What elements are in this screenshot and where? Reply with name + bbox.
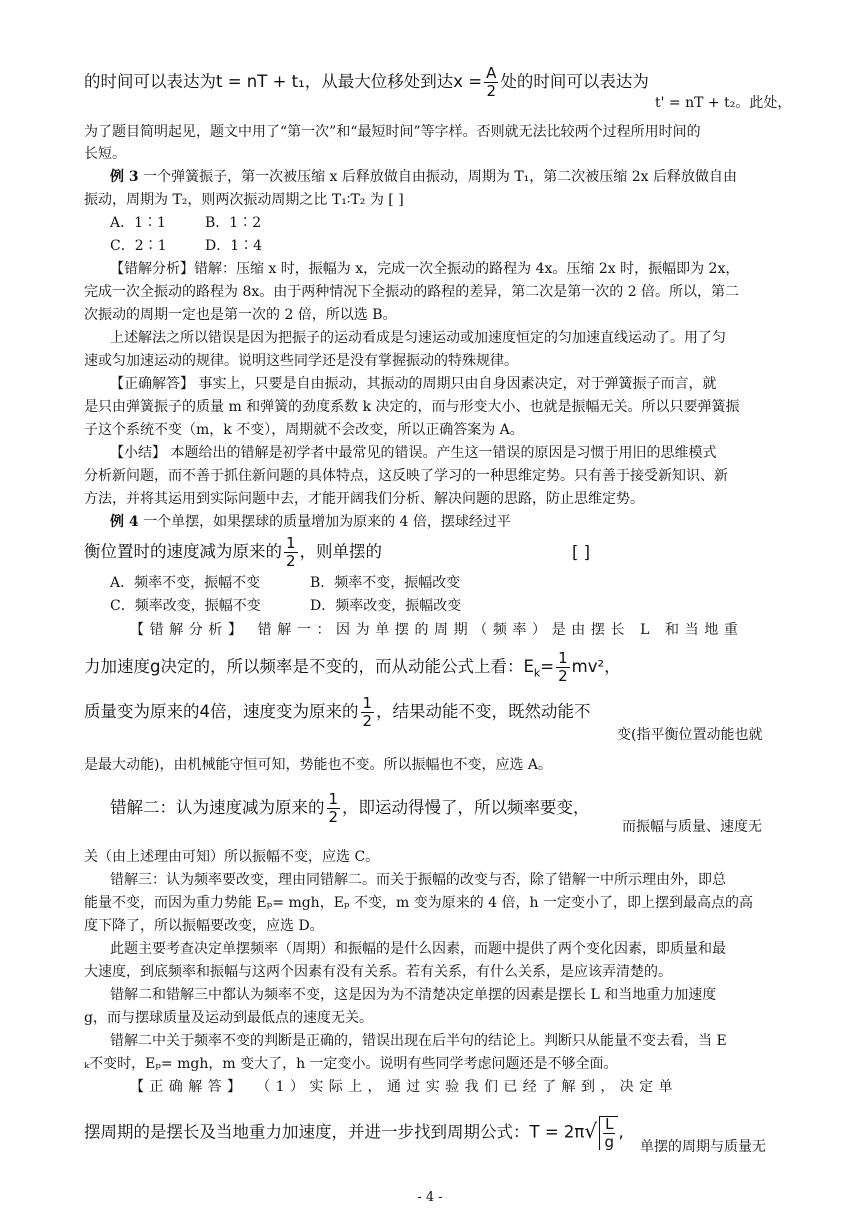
- fraction-denominator: 2: [362, 712, 373, 730]
- text-line: [110, 513, 511, 531]
- fraction-numerator: 1: [362, 694, 373, 712]
- option-c: C．2∶1: [110, 238, 167, 254]
- fraction-denominator: 2: [486, 82, 496, 100]
- text-segment: 摆周期的是摆长及当地重力加速度，并进一步找到周期公式：: [84, 1122, 530, 1142]
- square-root: √ $\frac{L}{g}$: [584, 1116, 618, 1150]
- text-segment: 处的时间可以表达为: [500, 72, 649, 91]
- text-line: 此题主要考查决定单摆频率（周期）和振幅的是什么因素，而题中提供了两个变化因素，即质量和最: [110, 941, 726, 957]
- text-line: 错解三：认为频率要改变，理由同错解二。而关于振幅的改变与否，除了错解一中所示理由外，即总: [110, 872, 726, 888]
- section-label: 【错解分析】: [110, 261, 194, 277]
- page-number: - 4 -: [417, 1190, 443, 1205]
- option-c: C．频率改变，振幅不变: [110, 598, 261, 614]
- example-label: 例 3: [110, 169, 139, 185]
- formula: mv²: [571, 657, 605, 676]
- text-segment: 事实上，只要是自由振动，其振动的周期只由自身因素决定，对于弹簧振子而言，就: [198, 376, 717, 392]
- text-segment: 错解二：认为速度减为原来的: [110, 798, 325, 817]
- text-line: [110, 168, 737, 186]
- text-line: 而振幅与质量、速度无: [622, 819, 762, 835]
- text-line: g，而与摆球质量及运动到最低点的速度无关。: [84, 1010, 373, 1026]
- section-label: 【小结】: [110, 445, 166, 461]
- text-line: 次振动的周期一定也是第一次的 2 倍，所以选 B。: [84, 307, 397, 323]
- text-segment: 本题给出的错解是初学者中最常见的错误。产生这一错误的原因是习惯于用旧的思维模式: [170, 445, 717, 461]
- text-segment: 力加速度g决定的，所以频率是不变的，而从动能公式上看：: [84, 657, 524, 676]
- fraction-denominator: 2: [558, 667, 568, 685]
- text-segment: 错解：压缩 x 时，振幅为 x，完成一次全振动的路程为 4x。压缩 2x 时，振幅即为 2x，: [194, 261, 740, 277]
- text-segment: 一个单摆，如果摆球的质量增加为原来的 4 倍，摆球经过平: [143, 514, 511, 530]
- text-line: 上述解法之所以错误是因为把振子的运动看成是匀速运动或加速度恒定的匀加速直线运动了。用了匀: [110, 330, 726, 346]
- fraction: [556, 651, 570, 684]
- text-line: t' = nT + t₂。此处，: [655, 95, 792, 111]
- text-segment: ，则单摆的: [299, 542, 383, 561]
- fraction-denominator: 2: [286, 552, 296, 570]
- text-line: 是最大动能)，由机械能守恒可知，势能也不变。所以振幅也不变，应选 A。: [84, 757, 553, 773]
- text-segment: ，即运动得慢了，所以频率要变，: [342, 798, 590, 817]
- fraction-numerator: 1: [558, 649, 568, 667]
- fraction: [361, 696, 375, 729]
- formula: =: [540, 657, 555, 676]
- text-line: 能量不变，而因为重力势能 Eₚ= mgh，Eₚ 不变，m 变为原来的 4 倍，h 一定变小了，即上摆到最高点的高: [84, 895, 753, 911]
- text-line: [84, 1116, 624, 1150]
- fraction: [327, 792, 341, 825]
- text-line: 关（由上述理由可知）所以振幅不变，应选 C。: [84, 849, 380, 865]
- text-line: 变(指平衡位置动能也就: [617, 727, 763, 743]
- fraction-numerator: L: [605, 1115, 614, 1133]
- text-line: 子这个系统不变（m，k 不变），周期就不会改变，所以正确答案为 A。: [84, 422, 524, 438]
- fraction-denominator: g: [604, 1133, 615, 1151]
- text-line: [84, 536, 382, 569]
- fraction-numerator: 1: [328, 790, 339, 808]
- text-segment: ，: [604, 657, 621, 676]
- text-line: 长短。: [84, 146, 126, 162]
- text-line: 【正确解答】 （1）实际上，通过实验我们已经了解到，决定单: [130, 1079, 678, 1095]
- text-line: 速或匀加速运动的规律。说明这些同学还是没有掌握振动的特殊规律。: [84, 353, 518, 369]
- option-b: B．频率不变，振幅改变: [310, 575, 461, 591]
- option-d: D．频率改变，振幅改变: [310, 598, 462, 614]
- option-d: D．1∶4: [205, 238, 263, 254]
- text-line: [110, 375, 716, 393]
- text-segment: 一个弹簧振子，第一次被压缩 x 后释放做自由振动，周期为 T₁，第二次被压缩 2x 后释放做自由: [143, 169, 737, 185]
- text-line: [110, 574, 460, 592]
- text-line: [110, 214, 261, 232]
- text-segment: 的时间可以表达为: [84, 72, 216, 91]
- fraction: [484, 66, 498, 99]
- text-line: 大速度，到底频率和振幅与这两个因素有没有关系。若有关系，有什么关系，是应该弄清楚的。: [84, 964, 672, 980]
- text-line: [84, 651, 621, 684]
- fraction-denominator: 2: [328, 808, 339, 826]
- text-line: 错解二和错解三中都认为频率不变，这是因为为不清楚决定单摆的因素是摆长 L 和当地重力加速度: [110, 987, 717, 1003]
- text-line: 振动，周期为 T₂，则两次振动周期之比 T₁∶T₂ 为 [ ]: [84, 192, 404, 208]
- example-label: 例 4: [110, 514, 139, 530]
- answer-bracket: [ ]: [572, 543, 591, 562]
- text-line: [110, 260, 739, 278]
- text-segment: ，从最大位移处到达: [304, 72, 454, 91]
- text-line: [110, 792, 590, 825]
- text-line: [110, 237, 262, 255]
- option-a: A．频率不变，振幅不变: [110, 575, 261, 591]
- option-b: B．1∶2: [205, 215, 262, 231]
- text-segment: ，结果动能不变，既然动能不: [376, 702, 591, 721]
- option-a: A．1∶1: [110, 215, 166, 231]
- fraction: [603, 1117, 615, 1150]
- text-segment: 质量变为原来的4倍，速度变为原来的: [84, 702, 359, 721]
- text-line: [110, 444, 716, 462]
- text-line: 度下降了，所以振幅要改变，应选 D。: [84, 918, 324, 934]
- text-line: 完成一次全振动的路程为 8x。由于两种情况下全振动的路程的差异，第二次是第一次的 2 倍。所以，第二: [84, 284, 740, 300]
- text-line: 【错解分析】 错解一：因为单摆的周期（频率）是由摆长 L 和当地重: [130, 622, 744, 638]
- text-line: [84, 66, 649, 99]
- text-line: 是只由弹簧振子的质量 m 和弹簧的劲度系数 k 决定的，而与形变大小、也就是振幅无关。所以只要弹簧振: [84, 399, 740, 415]
- text-line: 单摆的周期与质量无: [640, 1139, 766, 1155]
- text-line: 分析新问题，而不善于抓住新问题的具体特点，这反映了学习的一种思维定势。只有善于接受新知识、新: [84, 468, 728, 484]
- text-line: ₖ不变时，Eₚ= mgh，m 变大了，h 一定变小。说明有些同学考虑问题还是不够全面。: [84, 1056, 618, 1072]
- section-label: 【正确解答】: [110, 376, 194, 392]
- formula-subscript: k: [533, 666, 541, 680]
- formula: E: [523, 657, 534, 676]
- text-line: 为了题目简明起见，题文中用了“第一次”和“最短时间”等字样。否则就无法比较两个过程所用时间的: [84, 124, 701, 140]
- fraction: [284, 536, 298, 569]
- fraction-numerator: A: [486, 64, 497, 82]
- text-segment: 衡位置时的速度减为原来的: [84, 542, 282, 561]
- text-segment: ,: [618, 1122, 624, 1142]
- text-line: [110, 597, 461, 615]
- formula: t = nT + t₁: [216, 72, 305, 91]
- text-line: 方法，并将其运用到实际问题中去，才能开阔我们分析、解决问题的思路，防止思维定势。: [84, 491, 644, 507]
- fraction-numerator: 1: [286, 534, 296, 552]
- formula: T = 2π: [529, 1122, 585, 1142]
- text-line: [84, 696, 591, 729]
- text-line: 错解二中关于频率不变的判断是正确的，错误出现在后半句的结论上。判断只从能量不变去看，当 E: [110, 1033, 727, 1049]
- formula: x =: [453, 72, 483, 91]
